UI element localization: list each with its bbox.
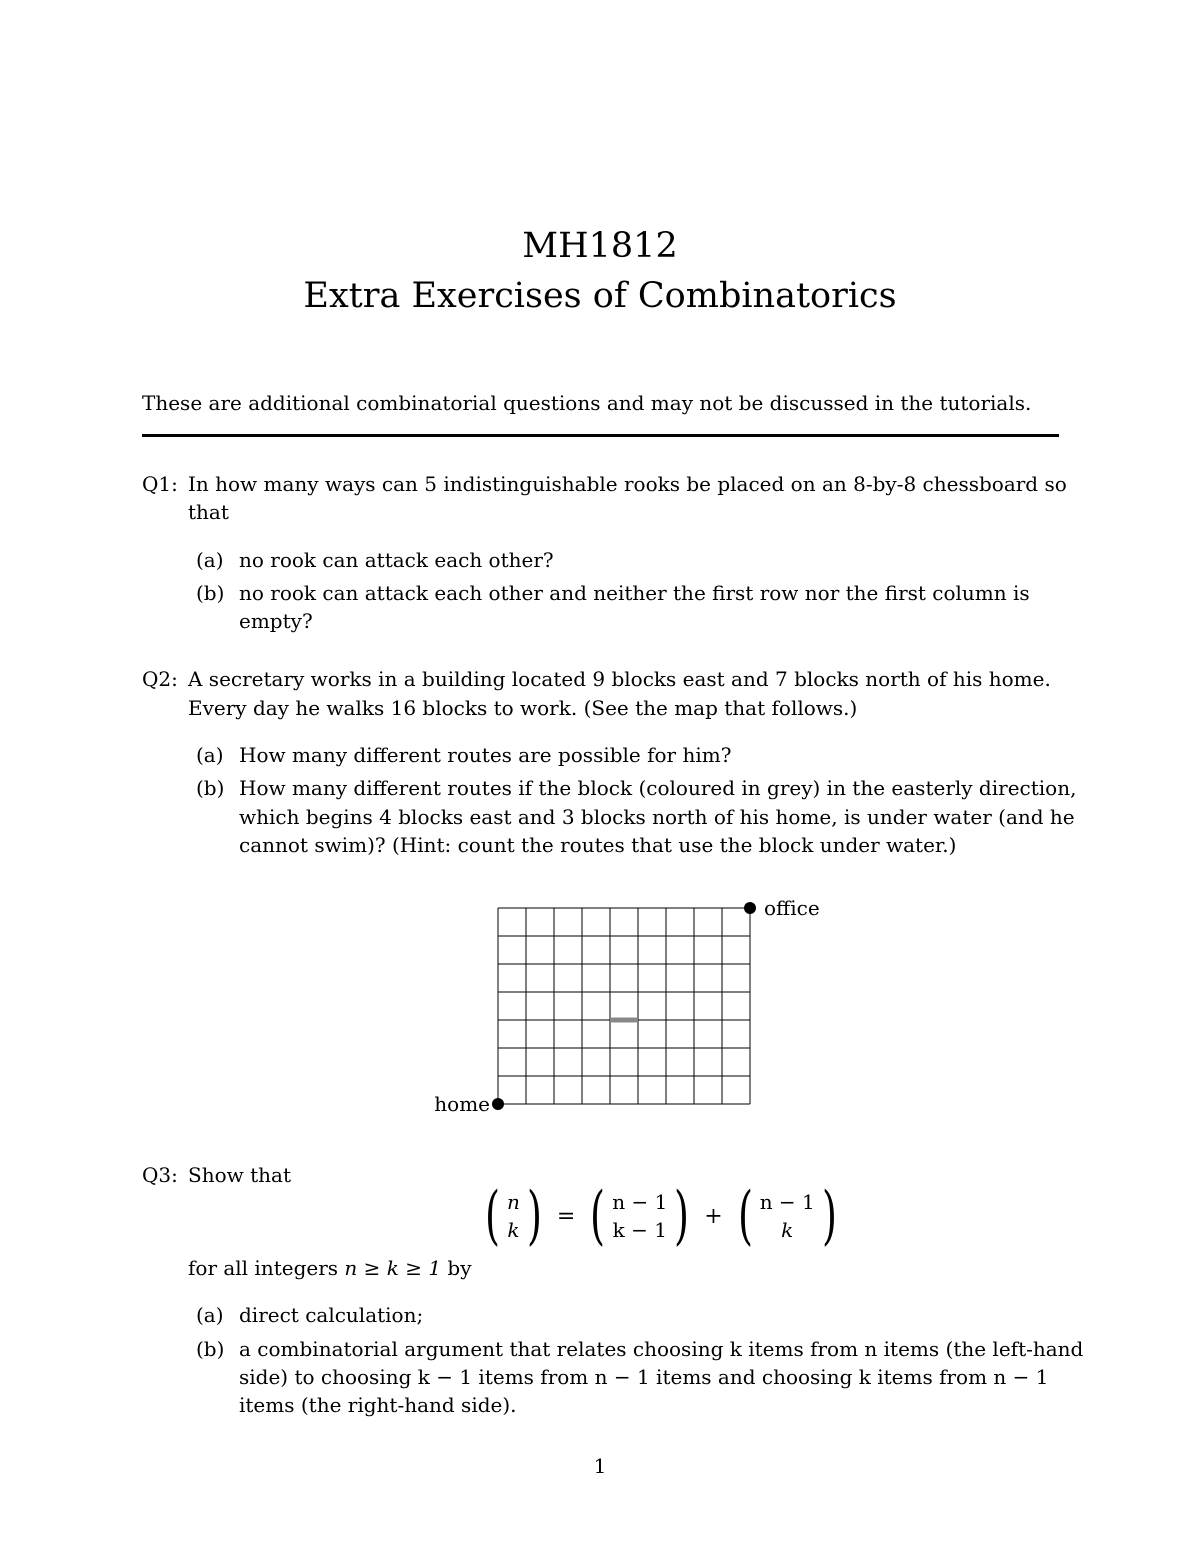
horizontal-rule [142, 434, 1059, 437]
rhs2-binomial: ( n − 1 k ) [737, 1179, 837, 1253]
grid-lines [498, 908, 750, 1104]
rhs1-binomial: ( n − 1 k − 1 ) [590, 1179, 690, 1253]
q1-b-label: (b) [196, 581, 225, 605]
q3-intro: Show that [188, 1163, 291, 1187]
intro-text: These are additional combinatorial questions and may not be discussed in the tutorials. [142, 391, 1032, 415]
binomial-identity [480, 1180, 842, 1252]
plus-sign: + [704, 1203, 723, 1229]
q1-line1: In how many ways can 5 indistinguishable rooks be placed on an 8-by-8 chessboard so [188, 472, 1067, 496]
home-marker [492, 1098, 504, 1110]
q3-condition-post: by [441, 1256, 472, 1280]
q3-a-text: direct calculation; [239, 1303, 424, 1327]
office-marker [744, 902, 756, 914]
q2-label: Q2: [142, 667, 178, 691]
lhs-binomial: ( n k ) [484, 1179, 542, 1253]
q1-line2: that [188, 500, 229, 524]
q1-b-line2: empty? [239, 609, 313, 633]
q1-a-text: no rook can attack each other? [239, 548, 554, 572]
rhs1-top: n − 1 [612, 1190, 668, 1214]
q2-b-line1: How many different routes if the block (coloured in grey) in the easterly direction, [239, 776, 1077, 800]
home-label: home [434, 1092, 490, 1116]
q2-line2: Every day he walks 16 blocks to work. (See the map that follows.) [188, 696, 858, 720]
q3-b-line1: a combinatorial argument that relates choosing k items from n items (the left-hand [239, 1337, 1084, 1361]
office-label: office [764, 896, 820, 920]
lhs-bottom: k [507, 1218, 520, 1242]
q3-condition-math: n ≥ k ≥ 1 [344, 1256, 442, 1280]
rhs1-bottom: k − 1 [612, 1218, 667, 1242]
page-title: Extra Exercises of Combinatorics [303, 276, 897, 316]
q1-a-label: (a) [196, 548, 224, 572]
page-number: 1 [593, 1454, 607, 1478]
q3-a-label: (a) [196, 1303, 224, 1327]
q2-a-label: (a) [196, 743, 224, 767]
q3-label: Q3: [142, 1163, 178, 1187]
q3-b-line3: items (the right-hand side). [239, 1393, 517, 1417]
street-grid-map [420, 890, 840, 1130]
q2-b-label: (b) [196, 776, 225, 800]
q1-b-line1: no rook can attack each other and neither the first row nor the first column is [239, 581, 1030, 605]
q3-b-line2: side) to choosing k − 1 items from n − 1 items and choosing k items from n − 1 [239, 1365, 1049, 1389]
q2-line1: A secretary works in a building located 9 blocks east and 7 blocks north of his home. [188, 667, 1051, 691]
lhs-top: n [506, 1190, 520, 1214]
q3-condition [188, 1254, 472, 1282]
rhs2-top: n − 1 [759, 1190, 815, 1214]
q1-label: Q1: [142, 472, 178, 496]
course-code: MH1812 [522, 226, 678, 266]
rhs2-bottom: k [781, 1218, 794, 1242]
q3-condition-pre: for all integers [188, 1256, 345, 1280]
q2-b-line3: cannot swim)? (Hint: count the routes that use the block under water.) [239, 833, 957, 857]
q2-a-text: How many different routes are possible for him? [239, 743, 732, 767]
q3-b-label: (b) [196, 1337, 225, 1361]
q2-b-line2: which begins 4 blocks east and 3 blocks north of his home, is under water (and he [239, 805, 1075, 829]
equals-sign: = [556, 1203, 576, 1229]
